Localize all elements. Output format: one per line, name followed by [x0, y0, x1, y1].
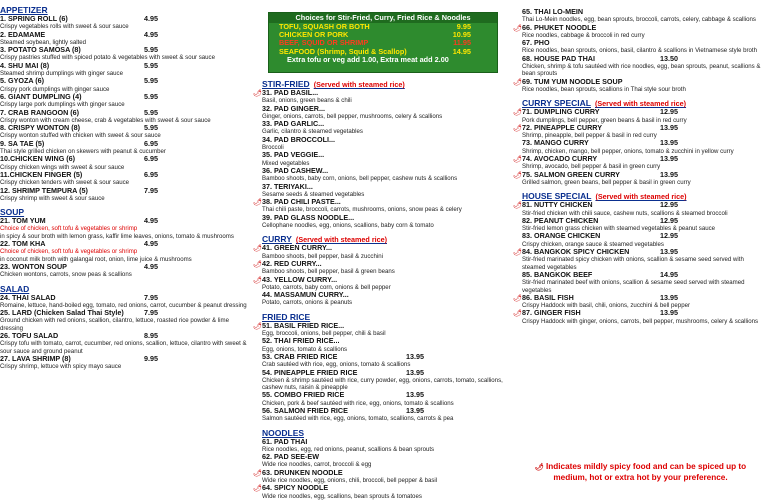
menu-item: [513, 292, 765, 310]
choices-row-price: 9.95: [456, 22, 471, 31]
menu-item: [513, 308, 765, 325]
menu-item-description: Romaine, lettuce, hand-boiled egg, tomato, red onions, carrot, cucumber & peanut dressing: [0, 301, 247, 309]
menu-item: [262, 214, 510, 230]
menu-item: [253, 467, 510, 485]
menu-item-description: Thai Lo-Mein noodles, egg, bean sprouts, broccoli, carrots, celery, cabbage & scallions: [522, 16, 756, 24]
chili-pepper-icon: 🌶: [513, 294, 522, 302]
menu-item-name: 82. PEANUT CHICKEN: [522, 215, 599, 225]
menu-item-name: 51. BASIL FRIED RICE...: [262, 320, 345, 330]
menu-item-description: Bamboo shoots, bell pepper, basil & zucchini: [262, 252, 383, 260]
menu-item-name: 41. GREEN CURRY...: [262, 243, 333, 253]
menu-item: [0, 217, 250, 240]
menu-item-description: Chicken & shrimp sautéed with rice, curry powder, egg, onions, carrots, tomato, scallions, cashew nuts, raisin & pineapple: [262, 376, 503, 392]
menu-item-price: 13.95: [406, 351, 424, 361]
menu-item-price: 6.95: [144, 138, 158, 148]
menu-item-name: 53. CRAB FRIED RICE: [262, 351, 338, 361]
menu-item-name: 34. PAD BROCCOLI...: [262, 134, 335, 144]
menu-item-name: 63. DRUNKEN NOODLE: [262, 467, 343, 477]
menu-item: [513, 22, 765, 40]
menu-item: [522, 232, 765, 248]
menu-item-price: 7.95: [144, 308, 158, 318]
section-title: SALAD: [0, 283, 30, 294]
menu-item-name: 55. COMBO FRIED RICE: [262, 390, 345, 400]
menu-item: [262, 136, 510, 152]
menu-item-description: Crispy large pork dumplings with ginger sauce: [0, 101, 125, 109]
menu-item-description: Cellophane noodles, egg, onions, scallions, baby corn & tomato: [262, 222, 434, 230]
menu-item-description: Basil, onions, green beans & chili: [262, 97, 352, 105]
menu-item-description: Rice noodles, egg, red onions, peanut, scallions & bean sprouts: [262, 445, 435, 453]
section-heading: [0, 284, 250, 294]
menu-item-name: 67. PHO: [522, 38, 550, 48]
menu-item: [0, 140, 250, 156]
menu-item-name: 87. GINGER FISH: [522, 308, 581, 318]
menu-item: [262, 120, 510, 136]
chili-pepper-icon: 🌶: [253, 245, 262, 253]
menu-item-name: 1. SPRING ROLL (6): [0, 14, 68, 23]
menu-item-description: Crispy wonton with cream cheese, crab & vegetables with sweet & sour sauce: [0, 116, 211, 124]
menu-item-price: 6.95: [144, 169, 158, 179]
menu-item-price: 13.95: [406, 390, 424, 400]
section-title: APPETIZER: [0, 5, 48, 15]
menu-item-name: 54. PINEAPPLE FRIED RICE: [262, 367, 358, 377]
menu-item-description: in coconut milk broth with galangal root, onion, lime juice & mushrooms: [0, 255, 192, 263]
menu-item-description: Ginger, onions, carrots, bell pepper, mushrooms, celery & scallions: [262, 112, 443, 120]
menu-item-price: 13.95: [660, 138, 678, 148]
menu-item-description: Crispy chicken tenders with sweet & sour sauce: [0, 179, 130, 187]
menu-item-name: 69. TUM YUM NOODLE SOUP: [522, 76, 623, 86]
menu-item-description: Salmon sautéed with rice, egg, onions, tomato, scallions, carrots & pea: [262, 415, 454, 423]
menu-item-price: 7.95: [144, 185, 158, 195]
menu-item-description: Thai style grilled chicken on skewers with peanut & cucumber: [0, 148, 166, 156]
menu-item-price: 12.95: [660, 215, 678, 225]
menu-item: [262, 291, 510, 307]
menu-item-price: 5.95: [144, 60, 158, 70]
menu-item-price: 12.95: [660, 200, 678, 210]
menu-item: [0, 93, 250, 109]
menu-item-name: 85. BANGKOK BEEF: [522, 269, 593, 279]
menu-item: [0, 77, 250, 93]
menu-item: [522, 139, 765, 155]
menu-item-price: 13.95: [660, 122, 678, 132]
menu-item-name: 12. SHRIMP TEMPURA (5): [0, 185, 88, 195]
menu-item-name: 42. RED CURRY...: [262, 258, 322, 268]
menu-column-2: [253, 74, 510, 500]
menu-item: [262, 391, 510, 407]
menu-item-description: Wide rice noodles, egg, scallions, bean sprouts & tomatoes: [262, 492, 422, 500]
menu-item: [253, 197, 510, 214]
chili-pepper-icon: 🌶: [253, 260, 262, 268]
menu-item-price: 13.95: [660, 292, 678, 302]
choices-row-price: 11.95: [453, 38, 471, 48]
menu-item-name: 36. PAD CASHEW...: [262, 165, 329, 175]
menu-item-price: 4.95: [144, 14, 158, 23]
menu-item-price: 4.95: [144, 261, 158, 271]
chili-pepper-icon: 🌶: [513, 109, 522, 117]
menu-item: [0, 187, 250, 203]
menu-item-name: 32. PAD GINGER...: [262, 103, 325, 113]
menu-item-name: 3. POTATO SAMOSA (8): [0, 45, 81, 55]
menu-item-price: 5.95: [144, 45, 158, 55]
menu-item-name: 35. PAD VEGGIE...: [262, 150, 325, 160]
menu-item-name: 10.CHICKEN WING (6): [0, 154, 76, 164]
menu-item-name: 62. PAD SEE-EW: [262, 452, 319, 462]
menu-item-description: Chicken wontons, carrots, snow peas & scallions: [0, 271, 132, 279]
menu-item-description: Potato, carrots, baby corn, onions & bell pepper: [262, 283, 391, 291]
choices-box: [268, 12, 498, 73]
menu-item-description: Chicken, pork & beef sautéed with rice, egg, onions, tomato & scallions: [262, 399, 454, 407]
menu-item: [522, 39, 765, 55]
menu-item-description: Rice noodles, bean sprouts, onions, basil, cilantro & scallions in Vietnamese style broth: [522, 47, 757, 55]
menu-item: [0, 155, 250, 171]
menu-column-3: [513, 0, 765, 325]
menu-item-description: Stir-fried chicken with chili sauce, cashew nuts, scallions & steamed broccoli: [522, 209, 728, 217]
menu-item-name: 73. MANGO CURRY: [522, 138, 589, 148]
menu-item: [522, 217, 765, 233]
section-title: CURRY: [262, 234, 292, 245]
choices-rows: [269, 23, 497, 56]
menu-item-description: Crispy Haddock with ginger, onions, carrots, bell pepper, mushrooms, celery & scallions: [522, 317, 759, 325]
menu-item: [262, 453, 510, 469]
menu-item-name: 11.CHICKEN FINGER (5): [0, 169, 83, 179]
menu-item-name: 22. TOM KHA: [0, 239, 46, 249]
section-subtitle: (Served with steamed rice): [295, 235, 387, 245]
chili-pepper-icon: 🌶: [253, 485, 262, 493]
menu-item-price: 4.95: [144, 239, 158, 249]
menu-item-description: Mixed vegetables: [262, 159, 310, 167]
menu-item-price: 12.95: [660, 231, 678, 241]
menu-item: [253, 483, 510, 500]
menu-item-description: Egg, broccoli, onions, bell pepper, chili & basil: [262, 330, 386, 338]
menu-item-description: Crab sautéed with rice, egg, onions, tomato & scallions: [262, 361, 411, 369]
choices-row-label: SEAFOOD (Shrimp, Squid & Scallop): [279, 46, 407, 56]
menu-item-price: 13.95: [406, 367, 424, 377]
menu-item-description: Thai chili paste, broccoli, carrots, mushrooms, onions, snow peas & celery: [262, 206, 462, 214]
menu-item-name: 37. TERIYAKI...: [262, 181, 313, 191]
menu-item-name: 38. PAD CHILI PASTE...: [262, 197, 341, 207]
menu-item: [253, 88, 510, 105]
section-title: CURRY SPECIAL: [522, 98, 591, 109]
menu-item-name: 33. PAD GARLIC...: [262, 119, 325, 129]
menu-item-name: 74. AVOCADO CURRY: [522, 154, 598, 164]
menu-item-price: 9.95: [144, 353, 158, 363]
chili-pepper-icon: 🌶: [513, 249, 522, 257]
menu-item: [253, 243, 510, 260]
menu-item-name: 84. BANGKOK SPICY CHICKEN: [522, 247, 630, 257]
menu-item: [253, 258, 510, 276]
menu-item-price: 13.95: [406, 405, 424, 415]
menu-item-name: 24. THAI SALAD: [0, 292, 56, 302]
menu-item-description: Broccoli: [262, 144, 284, 152]
menu-item: [262, 105, 510, 121]
menu-item-name: 66. PHUKET NOODLE: [522, 22, 597, 32]
section-title: HOUSE SPECIAL: [522, 191, 592, 202]
choices-row-price: 10.95: [452, 30, 471, 40]
menu-item-name: 56. SALMON FRIED RICE: [262, 405, 348, 415]
menu-item-name: 86. BASIL FISH: [522, 292, 574, 302]
menu-item: [262, 167, 510, 183]
menu-item: [0, 124, 250, 140]
menu-item-name: 52. THAI FRIED RICE...: [262, 336, 340, 346]
menu-item: [0, 31, 250, 47]
menu-item-price: 5.95: [144, 107, 158, 117]
menu-item-price: 5.95: [144, 123, 158, 133]
menu-item-name: 9. SA TAE (5): [0, 138, 45, 148]
menu-item-name: 65. THAI LO-MEIN: [522, 7, 584, 16]
menu-item: [0, 309, 250, 332]
menu-item-description: Pork dumplings, bell pepper, green beans & basil in red curry: [522, 116, 687, 124]
menu-item-price: 13.95: [660, 308, 678, 318]
menu-item-name: 7. CRAB RANGOON (6): [0, 107, 80, 117]
menu-item-name: 25. LARD (Chicken Salad Thai Style): [0, 308, 124, 318]
menu-item-price: 5.95: [144, 91, 158, 101]
menu-item: [0, 332, 250, 355]
menu-item: [513, 76, 765, 94]
menu-item-name: 5. GYOZA (6): [0, 76, 45, 86]
menu-item-description: Ground chicken with red onions, scallion, cilantro, lettuce, roasted rice powder & lime dressing: [0, 317, 229, 332]
menu-item: [513, 200, 765, 217]
choices-title: Choices for Stir-Fried, Curry, Fried Rice & Noodles: [269, 13, 497, 23]
menu-item-description: Sesame seeds & steamed vegetables: [262, 190, 365, 198]
menu-item-name: 64. SPICY NOODLE: [262, 483, 329, 493]
menu-item: [0, 263, 250, 279]
menu-item-name: 61. PAD THAI: [262, 436, 308, 446]
menu-item-description: Stir-fried lemon grass chicken with steamed vegetables & peanut sauce: [522, 225, 716, 233]
menu-item-name: 4. SHU MAI (8): [0, 60, 50, 70]
menu-item-price: 13.50: [660, 53, 678, 63]
menu-item-price: 8.95: [144, 330, 158, 340]
menu-item: [253, 320, 510, 338]
menu-item-name: 72. PINEAPPLE CURRY: [522, 122, 603, 132]
menu-item-description: Crispy Haddock with basil, chili, onions, zucchini & bell pepper: [522, 302, 690, 310]
menu-item: [262, 353, 510, 369]
menu-item-price: 5.95: [144, 76, 158, 86]
menu-item-description: Crispy chicken, orange sauce & steamed vegetables: [522, 240, 664, 248]
chili-pepper-icon: 🌶: [253, 276, 262, 284]
menu-item-description: Crispy chicken wings with sweet & sour sauce: [0, 163, 125, 171]
menu-item-description: Steamed shrimp dumplings with ginger sauce: [0, 70, 123, 78]
menu-item: [522, 8, 765, 24]
menu-item-price: 12.95: [660, 107, 678, 117]
chili-pepper-icon: 🌶: [253, 199, 262, 207]
menu-item: [513, 107, 765, 124]
menu-item: [0, 109, 250, 125]
menu-item-description: Rice noodles, cabbage & broccoli in red curry: [522, 31, 645, 39]
menu-item-description: Crispy wonton stuffed with chicken with sweet & sour sauce: [0, 132, 161, 140]
menu-item-name: 26. TOFU SALAD: [0, 330, 59, 340]
menu-item: [262, 337, 510, 353]
chili-pepper-icon: 🌶: [513, 310, 522, 318]
menu-item: [522, 271, 765, 294]
chili-pepper-icon: 🌶: [513, 78, 522, 86]
menu-item: [513, 169, 765, 187]
menu-item: [513, 247, 765, 271]
menu-item: [0, 294, 250, 310]
menu-item-description: Crispy tofu with tomato, carrot, cucumber, red onions, scallion, lettuce, cilantro with sweet & sour sauce and ground peanut: [0, 340, 247, 355]
menu-item-choice: Choice of chicken, soft tofu & vegetables or shrimp: [0, 248, 138, 256]
menu-item: [513, 154, 765, 171]
menu-item-name: 68. HOUSE PAD THAI: [522, 53, 595, 63]
menu-item-price: 4.95: [144, 216, 158, 226]
menu-item-name: 75. SALMON GREEN CURRY: [522, 169, 620, 179]
menu-item: [0, 15, 250, 31]
menu-item: [253, 274, 510, 292]
menu-item: [522, 55, 765, 78]
chili-pepper-icon: 🌶: [513, 24, 522, 32]
menu-item: [262, 438, 510, 454]
menu-item-description: Crispy shrimp with sweet & sour sauce: [0, 194, 105, 202]
menu-item-description: Bamboo shoots, bell pepper, basil & green beans: [262, 268, 395, 276]
section-title: NOODLES: [262, 427, 305, 438]
menu-item-description: Stir-fried marinated spicy chicken with onions, scallion & sesame seed served with steamed vegetables: [522, 256, 744, 271]
menu-item: [513, 122, 765, 140]
menu-item-name: 83. ORANGE CHICKEN: [522, 231, 601, 241]
menu-item-description: Crispy vegetables rolls with sweet & sour sauce: [0, 23, 129, 31]
footnote-text: Indicates mildly spicy food and can be spiced up to medium, hot or extra hot by your preference.: [545, 462, 747, 482]
menu-item-name: 8. CRISPY WONTON (8): [0, 123, 81, 133]
chili-pepper-icon: 🌶: [534, 464, 544, 471]
menu-item: [0, 240, 250, 263]
menu-column-1: [0, 0, 250, 370]
section-subtitle: (Served with steamed rice): [313, 80, 405, 89]
menu-item-name: 31. PAD BASIL...: [262, 88, 319, 97]
menu-item-name: 43. YELLOW CURRY...: [262, 274, 338, 284]
chili-pepper-icon: 🌶: [513, 171, 522, 179]
choices-row-price: 14.95: [452, 46, 471, 56]
menu-item-name: 39. PAD GLASS NOODLE...: [262, 212, 355, 222]
section-title: FRIED RICE: [262, 311, 311, 322]
menu-item-price: 4.95: [144, 29, 158, 39]
menu-item-price: 6.95: [144, 154, 158, 164]
menu-item-name: 71. DUMPLING CURRY: [522, 107, 600, 117]
choices-row-label: CHICKEN OR PORK: [279, 30, 349, 40]
menu-item-description: Rice noodles, bean sprouts, scallions in Thai style sour broth: [522, 85, 686, 93]
menu-item-name: 6. GIANT DUMPLING (4): [0, 91, 82, 101]
section-title: STIR-FRIED: [262, 79, 310, 89]
menu-item-name: 21. TOM YUM: [0, 216, 46, 226]
menu-item-price: 7.95: [144, 292, 158, 302]
menu-item-description: Wide rice noodles, egg, onions, chili, broccoli, bell pepper & basil: [262, 477, 438, 485]
menu-item-description: Grilled salmon, green beans, bell pepper & basil in green curry: [522, 178, 691, 186]
menu-item: [262, 151, 510, 167]
menu-item-price: 13.95: [660, 247, 678, 257]
menu-item-price: 14.95: [660, 269, 678, 279]
menu-item: [262, 407, 510, 423]
menu-item-description: Crispy shrimp, lettuce with spicy mayo sauce: [0, 363, 122, 371]
menu-item: [0, 171, 250, 187]
choices-row-label: TOFU, SQUASH OR BOTH: [279, 22, 370, 31]
choices-extra: Extra tofu or veg add 1.00, Extra meat add 2.00: [287, 54, 449, 64]
menu-item-description: Crispy pastries stuffed with spiced potato & vegetables with sweet & sour sauce: [0, 54, 215, 62]
menu-item-description: Shrimp, pineapple, bell pepper & basil in red curry: [522, 132, 657, 140]
menu-item-description: Crispy pork dumplings with ginger sauce: [0, 85, 110, 93]
menu-item-description: Potato, carrots, onions & peanuts: [262, 299, 353, 307]
menu-item-name: 23. WONTON SOUP: [0, 261, 67, 271]
chili-pepper-icon: 🌶: [513, 124, 522, 132]
menu-item: [0, 355, 250, 371]
menu-item-description: Shrimp, avocado, bell pepper & basil in green curry: [522, 163, 661, 171]
spicy-footnote: [518, 462, 763, 483]
menu-item-choice: Choice of chicken, soft tofu & vegetables or shrimp: [0, 225, 138, 233]
menu-item-price: 13.95: [660, 169, 678, 179]
menu-item-description: Egg, onions, tomato & scallions: [262, 345, 348, 353]
menu-item-price: 13.95: [660, 154, 678, 164]
menu-item-description: in spicy & sour broth with lemon grass, kaffir lime leaves, onions, tomato & mushrooms: [0, 232, 234, 240]
menu-item: [0, 46, 250, 62]
choices-row-label: BEEF, SQUID OR SHRIMP: [279, 38, 369, 48]
menu-item-description: Stir-fried marinated beef with onions, scallion & sesame seed served with steamed vegetables: [522, 279, 745, 294]
menu-item-description: Shrimp, chicken, mango, bell pepper, onions, tomato & zucchini in yellow curry: [522, 147, 734, 155]
menu-item-description: Steamed soybean, lightly salted: [0, 38, 87, 46]
chili-pepper-icon: 🌶: [513, 156, 522, 164]
menu-item-name: 2. EDAMAME: [0, 29, 46, 39]
chili-pepper-icon: 🌶: [253, 90, 262, 97]
section-title: SOUP: [0, 207, 25, 218]
chili-pepper-icon: 🌶: [253, 469, 262, 477]
menu-item-description: Chicken, shrimp & tofu sautéed with rice noodles, egg, bean sprouts, peanut, scallions & bean sprouts: [522, 63, 761, 78]
menu-item-description: Wide rice noodles, carrot, broccoli & egg: [262, 461, 372, 469]
menu-item-name: 81. NUTTY CHICKEN: [522, 200, 593, 210]
section-subtitle: (Served with steamed rice): [594, 99, 687, 109]
menu-item-description: Bamboo shoots, baby corn, onions, bell pepper, cashew nuts & scallions: [262, 175, 458, 183]
menu-item-description: Garlic, cilantro & steamed vegetables: [262, 128, 363, 136]
chili-pepper-icon: 🌶: [513, 202, 522, 210]
menu-item: [0, 62, 250, 78]
menu-item: [262, 369, 510, 392]
chili-pepper-icon: 🌶: [253, 322, 262, 330]
menu-item-name: 27. LAVA SHRIMP (8): [0, 353, 71, 363]
menu-item-name: 44. MASSAMUN CURRY...: [262, 290, 349, 300]
section-subtitle: (Served with steamed rice): [595, 192, 687, 202]
menu-item: [262, 183, 510, 199]
